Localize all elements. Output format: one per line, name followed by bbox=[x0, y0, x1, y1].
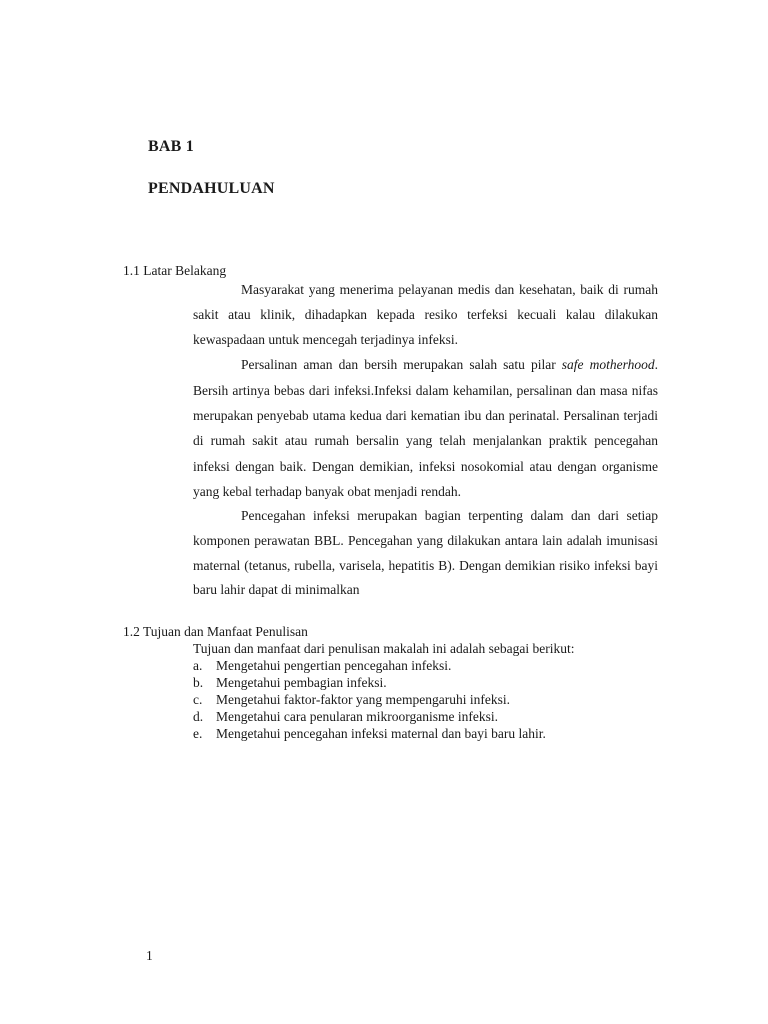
list-item bbox=[193, 691, 658, 708]
list-item bbox=[193, 708, 658, 725]
paragraph-text: Pencegahan infeksi merupakan bagian terpenting dalam dan dari setiap komponen perawatan BBL. Pencegahan yang dilakukan antara lain adalah imunisasi maternal (tetanus, rubella, varisela, hepatitis B). Dengan demikian risiko infeksi bayi baru lahir dapat di minimalkan bbox=[193, 508, 658, 598]
section-body-latar-belakang bbox=[193, 278, 658, 603]
section-heading-tujuan: 1.2 Tujuan dan Manfaat Penulisan bbox=[123, 624, 308, 639]
objectives-list bbox=[193, 657, 658, 742]
list-marker: c. bbox=[193, 692, 203, 707]
list-marker: a. bbox=[193, 658, 203, 673]
list-item-text: Mengetahui faktor-faktor yang mempengaruhi infeksi. bbox=[216, 692, 511, 707]
list-item-text: Mengetahui pengertian pencegahan infeksi. bbox=[216, 658, 452, 673]
section-body-tujuan bbox=[193, 640, 658, 742]
list-item-text: Mengetahui pencegahan infeksi maternal dan bayi baru lahir. bbox=[216, 726, 546, 741]
paragraph bbox=[193, 504, 658, 603]
paragraph-text: Masyarakat yang menerima pelayanan medis dan kesehatan, baik di rumah sakit atau klinik, dihadapkan kepada resiko terfeksi kecuali kalau dilakukan kewaspadaan untuk mencegah terjadinya infeksi. bbox=[193, 282, 658, 347]
page-number: 1 bbox=[146, 948, 153, 963]
section-heading-latar-belakang: 1.1 Latar Belakang bbox=[123, 263, 227, 278]
chapter-title: PENDAHULUAN bbox=[148, 180, 275, 197]
paragraph bbox=[193, 352, 658, 504]
italic-term: safe motherhood bbox=[561, 357, 655, 373]
chapter-number: BAB 1 bbox=[148, 138, 194, 155]
list-marker: d. bbox=[193, 709, 204, 724]
paragraph bbox=[193, 278, 658, 352]
list-item-text: Mengetahui pembagian infeksi. bbox=[216, 675, 387, 690]
list-marker: b. bbox=[193, 675, 204, 690]
list-item-text: Mengetahui cara penularan mikroorganisme infeksi. bbox=[216, 709, 499, 724]
paragraph-text: . Bersih artinya bebas dari infeksi.Infeksi dalam kehamilan, persalinan dan masa nifas merupakan penyebab utama kedua dari kematian ibu dan perinatal. Persalinan terjadi di rumah sakit atau rumah bersalin yang telah menjalankan praktik pencegahan infeksi dengan baik. Dengan demikian, infeksi nosokomial atau dengan organisme yang kebal terhadap banyak obat menjadi rendah. bbox=[193, 357, 658, 499]
list-marker: e. bbox=[193, 726, 203, 741]
paragraph-text: Persalinan aman dan bersih merupakan salah satu pilar bbox=[241, 357, 562, 373]
list-item bbox=[193, 674, 658, 691]
list-intro: Tujuan dan manfaat dari penulisan makalah ini adalah sebagai berikut: bbox=[193, 641, 575, 656]
list-item bbox=[193, 657, 658, 674]
list-item bbox=[193, 725, 658, 742]
